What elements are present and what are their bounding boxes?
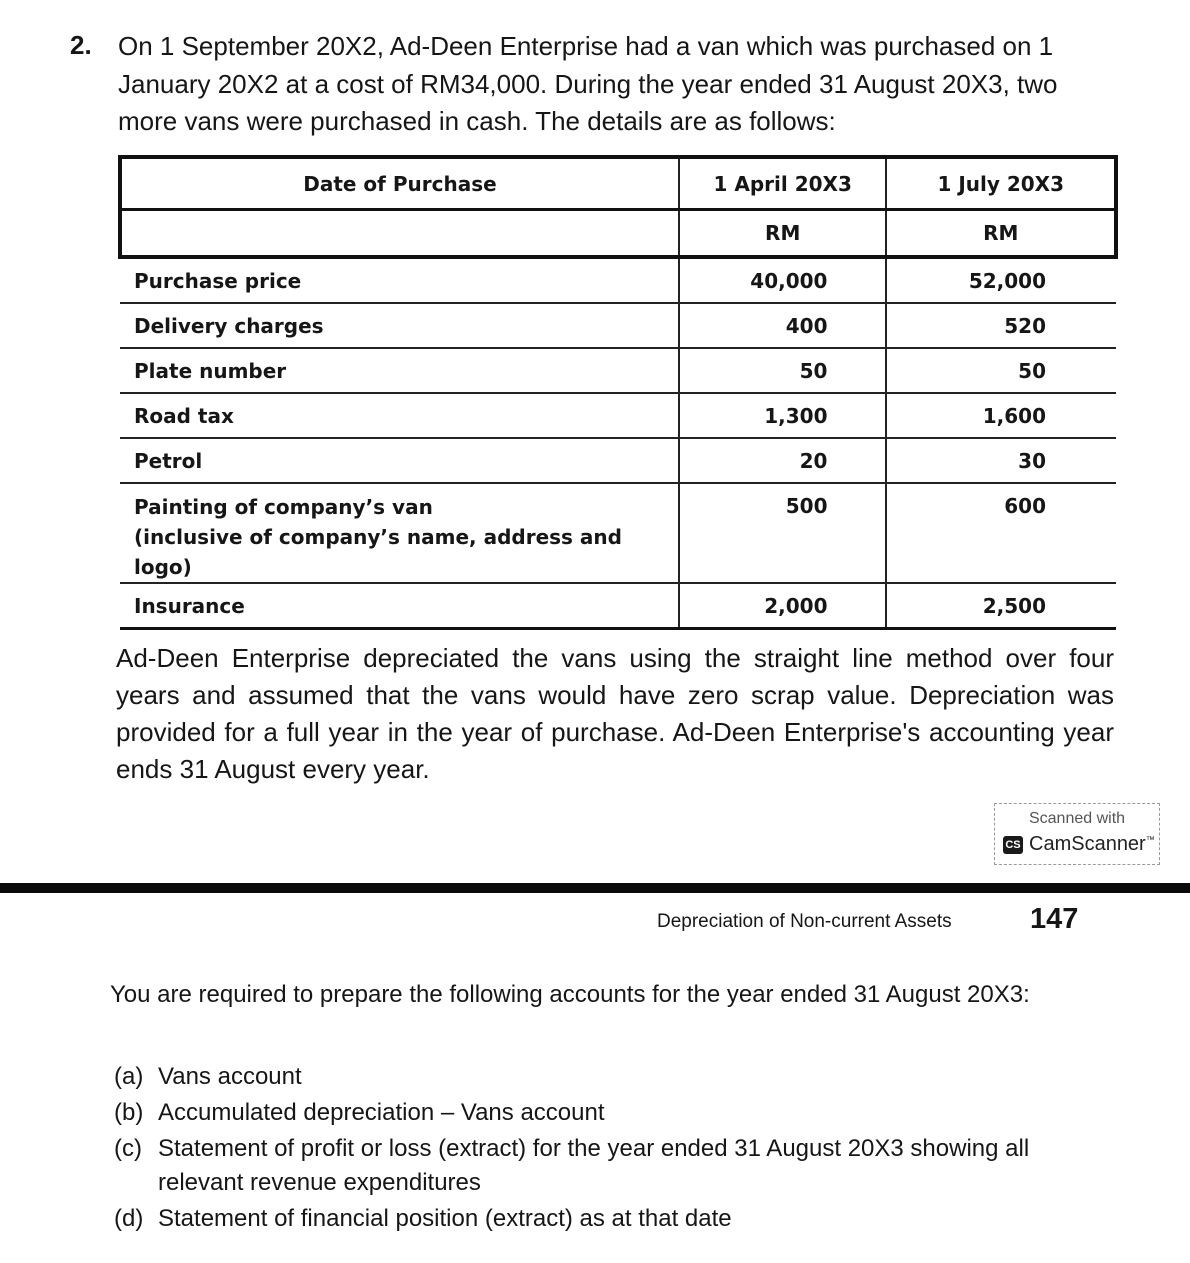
requirements-list: [114, 1060, 1044, 1238]
table-row: [120, 438, 1116, 483]
table-row: [120, 583, 1116, 629]
camscanner-logo-icon: CS: [1003, 836, 1023, 854]
requirements-intro: You are required to prepare the following accounts for the year ended 31 August 20X3:: [110, 981, 1030, 1008]
row-label: Road tax: [120, 393, 679, 438]
list-item: [114, 1096, 1044, 1130]
camscanner-watermark: [994, 803, 1160, 865]
row-label-line1: Painting of company’s van: [134, 495, 433, 519]
watermark-brand-name: CamScanner: [1029, 833, 1146, 855]
row-value-col2: 50: [886, 348, 1116, 393]
purchase-details-table: [118, 155, 1118, 630]
question-number: 2.: [70, 30, 92, 60]
item-text: Statement of financial position (extract) as at that date: [158, 1205, 732, 1232]
table-row: [120, 483, 1116, 583]
table-row: [120, 257, 1116, 303]
row-label: Delivery charges: [120, 303, 679, 348]
row-label: Plate number: [120, 348, 679, 393]
row-label: [120, 483, 679, 583]
row-value-col2: 52,000: [886, 257, 1116, 303]
item-label: (b): [114, 1099, 144, 1126]
item-label: (a): [114, 1063, 144, 1090]
list-item: [114, 1132, 1044, 1200]
row-label: Purchase price: [120, 257, 679, 303]
row-value-col1: 50: [679, 348, 887, 393]
watermark-brand: [1029, 833, 1155, 856]
header-date-of-purchase: Date of Purchase: [120, 157, 679, 210]
list-item: [114, 1060, 1044, 1094]
row-value-col1: 2,000: [679, 583, 887, 629]
table-row: [120, 393, 1116, 438]
item-text: Accumulated depreciation – Vans account: [158, 1099, 605, 1126]
header-col2-date: 1 July 20X3: [886, 157, 1116, 210]
table-row: [120, 348, 1116, 393]
table-unit-row: [120, 210, 1116, 258]
watermark-trademark: ™: [1145, 834, 1155, 845]
header-blank: [120, 210, 679, 258]
row-label: Insurance: [120, 583, 679, 629]
row-label: Petrol: [120, 438, 679, 483]
row-value-col2: 600: [886, 483, 1116, 583]
row-value-col2: 2,500: [886, 583, 1116, 629]
item-text: Statement of profit or loss (extract) for the year ended 31 August 20X3 showing all relevant revenue expenditures: [158, 1135, 1030, 1196]
depreciation-policy-paragraph: Ad-Deen Enterprise depreciated the vans using the straight line method over four years and assumed that the vans would have zero scrap value. Depreciation was provided for a full year in the year of purchase. Ad-Deen Enterprise's accounting year ends 31 August every year.: [116, 643, 1114, 784]
row-value-col1: 20: [679, 438, 887, 483]
list-item: [114, 1202, 1044, 1236]
item-label: (d): [114, 1205, 144, 1232]
page-number: 147: [1030, 903, 1079, 935]
header-col1-date: 1 April 20X3: [679, 157, 887, 210]
row-value-col2: 520: [886, 303, 1116, 348]
running-header: Depreciation of Non-current Assets: [657, 911, 952, 932]
table-header-row: [120, 157, 1116, 210]
row-value-col1: 400: [679, 303, 887, 348]
question-intro: On 1 September 20X2, Ad-Deen Enterprise had a van which was purchased on 1 January 20X2 at a cost of RM34,000. During the year ended 31 August 20X3, two more vans were purchased in cash. The details are as follows:: [118, 31, 1058, 136]
item-text: Vans account: [158, 1063, 302, 1090]
row-value-col1: 500: [679, 483, 887, 583]
header-col2-unit: RM: [886, 210, 1116, 258]
page-divider: [0, 883, 1190, 893]
watermark-caption: Scanned with: [1028, 810, 1126, 827]
table-row: [120, 303, 1116, 348]
item-label: (c): [114, 1135, 142, 1162]
header-col1-unit: RM: [679, 210, 887, 258]
row-value-col1: 1,300: [679, 393, 887, 438]
row-value-col1: 40,000: [679, 257, 887, 303]
row-value-col2: 1,600: [886, 393, 1116, 438]
row-value-col2: 30: [886, 438, 1116, 483]
row-label-line2: (inclusive of company’s name, address and logo): [134, 525, 622, 579]
